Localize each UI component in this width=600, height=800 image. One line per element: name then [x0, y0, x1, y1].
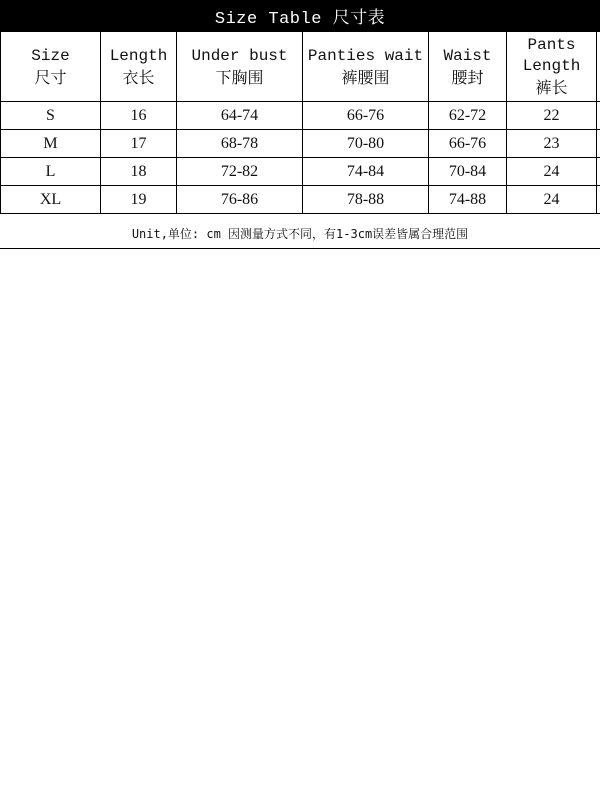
table-cell: S — [1, 102, 101, 130]
table-cell-overflow — [597, 186, 600, 214]
header-cell-pants-length — [507, 32, 597, 102]
table-cell-overflow — [597, 102, 600, 130]
table-title — [0, 0, 600, 31]
table-row — [1, 102, 600, 130]
table-cell: 62-72 — [429, 102, 507, 130]
table-cell: 76-86 — [177, 186, 303, 214]
header-label-zh: 腰封 — [451, 67, 484, 87]
table-row — [1, 186, 600, 214]
table-cell: 18 — [101, 158, 177, 186]
header-label-zh: 下胸围 — [215, 67, 264, 87]
header-label-en: Waist — [443, 46, 492, 65]
header-cell-size — [1, 32, 101, 102]
header-label-en: Pants Length — [522, 36, 581, 75]
measurement-note-text: Unit,单位: cm 因测量方式不同，有1-3cm误差皆属合理范围 — [131, 227, 469, 241]
table-cell: 22 — [507, 102, 597, 130]
header-cell-length — [101, 32, 177, 102]
table-cell: 19 — [101, 186, 177, 214]
table-cell: 74-84 — [303, 158, 429, 186]
header-cell-waist — [429, 32, 507, 102]
header-cell-panties-waist — [303, 32, 429, 102]
table-title-text: Size Table 尺寸表 — [214, 9, 386, 29]
table-cell: 72-82 — [177, 158, 303, 186]
table-cell: 23 — [507, 130, 597, 158]
table-cell: 17 — [101, 130, 177, 158]
table-row — [1, 158, 600, 186]
header-cell-overflow — [597, 32, 600, 102]
table-cell: 24 — [507, 158, 597, 186]
header-label-zh: 裤长 — [535, 78, 568, 97]
table-cell: M — [1, 130, 101, 158]
table-cell: XL — [1, 186, 101, 214]
header-label-zh: 衣长 — [122, 67, 155, 87]
table-cell-overflow — [597, 130, 600, 158]
table-cell: 74-88 — [429, 186, 507, 214]
header-label-en: Panties wait — [307, 46, 424, 65]
table-cell: 66-76 — [303, 102, 429, 130]
table-cell: 24 — [507, 186, 597, 214]
size-table — [0, 31, 600, 214]
table-cell: 66-76 — [429, 130, 507, 158]
header-label-en: Under bust — [191, 46, 288, 65]
table-cell: 68-78 — [177, 130, 303, 158]
header-label-zh: 尺寸 — [34, 67, 67, 87]
table-cell: 70-84 — [429, 158, 507, 186]
measurement-note — [0, 219, 600, 249]
table-cell: 78-88 — [303, 186, 429, 214]
table-cell: 64-74 — [177, 102, 303, 130]
header-label-en: Size — [31, 46, 70, 65]
table-cell-overflow — [597, 158, 600, 186]
table-header-row — [1, 32, 600, 102]
table-cell: 16 — [101, 102, 177, 130]
table-cell: 70-80 — [303, 130, 429, 158]
table-cell: L — [1, 158, 101, 186]
header-cell-under-bust — [177, 32, 303, 102]
header-label-en: Length — [109, 46, 168, 65]
table-row — [1, 130, 600, 158]
header-label-zh: 裤腰围 — [341, 67, 390, 87]
